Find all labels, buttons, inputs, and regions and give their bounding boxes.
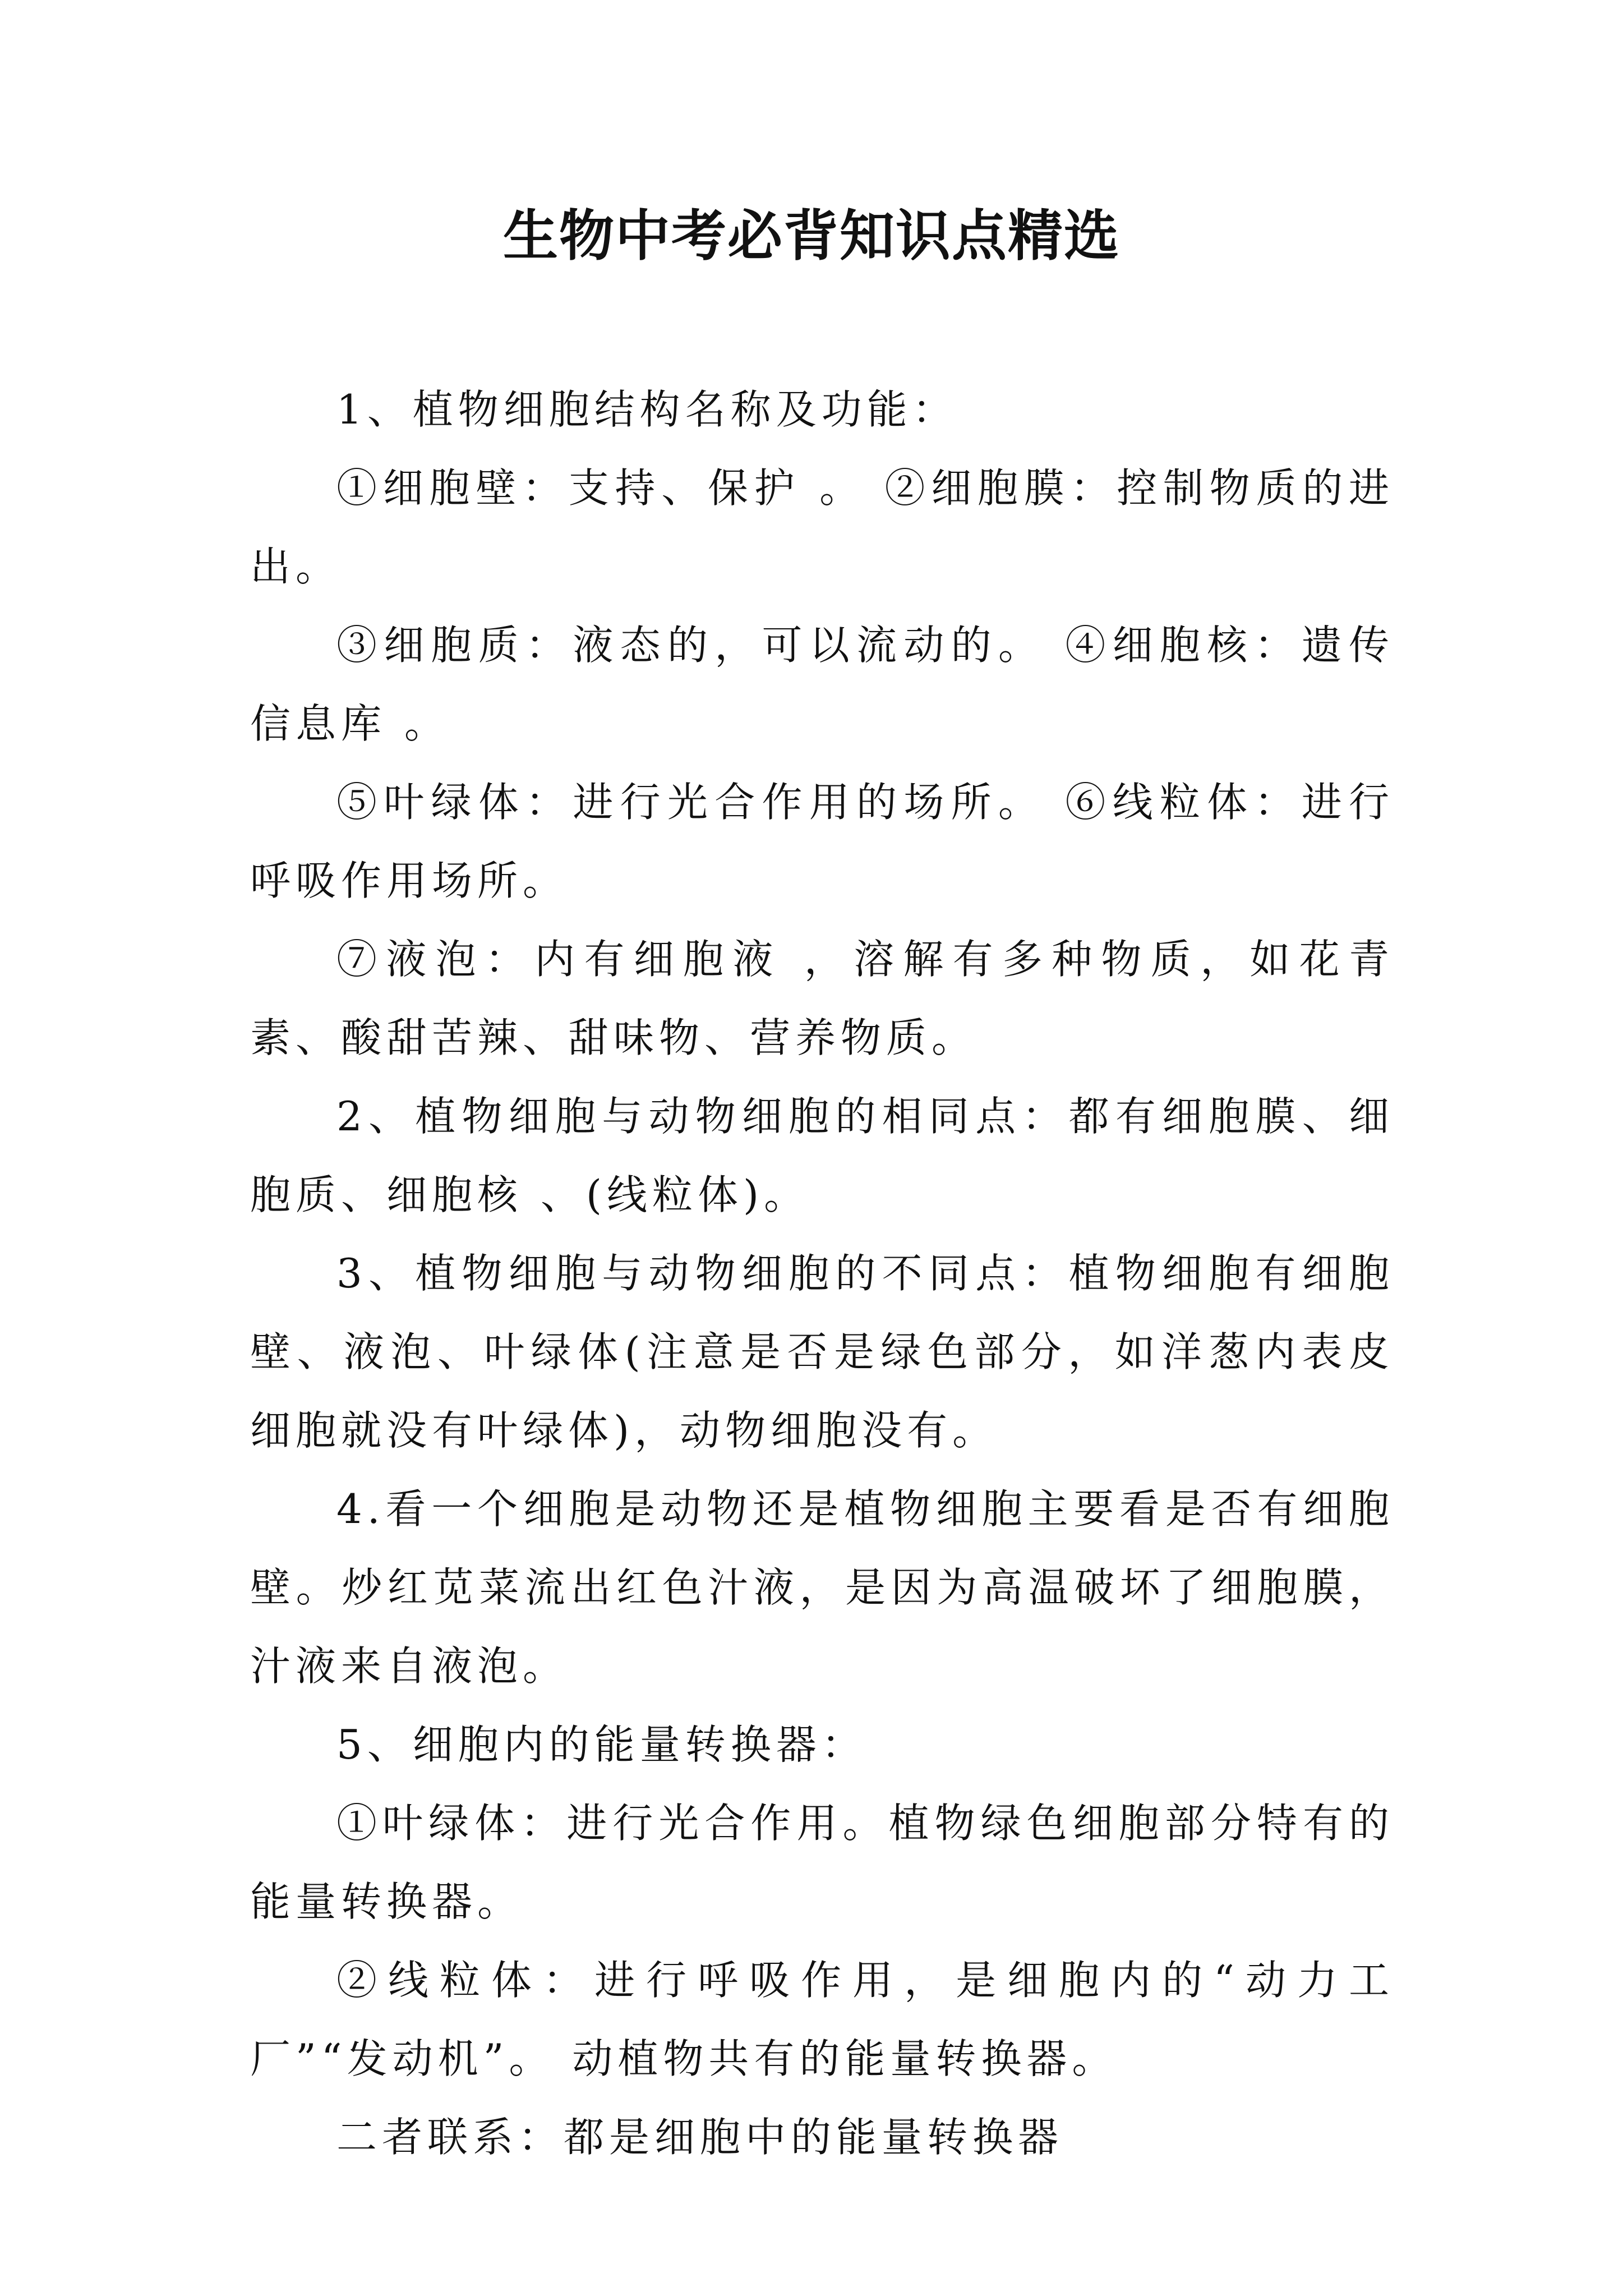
paragraph-mitochondria-energy: ②线粒体：进行呼吸作用，是细胞内的“动力工厂”“发动机”。 动植物共有的能量转换器。 <box>250 1957 1394 2082</box>
paragraph-chloroplast-mitochondria: ⑤叶绿体：进行光合作用的场所。 ⑥线粒体：进行呼吸作用场所。 <box>250 779 1394 904</box>
paragraph-vacuole: ⑦液泡：内有细胞液 ，溶解有多种物质，如花青素、酸甜苦辣、甜味物、营养物质。 <box>250 936 1394 1061</box>
paragraph-relationship: 二者联系：都是细胞中的能量转换器 <box>336 2114 1064 2161</box>
paragraph-differences: 3、植物细胞与动物细胞的不同点：植物细胞有细胞壁、液泡、叶绿体(注意是否是绿色部分，如洋葱内表皮细胞就没有叶绿体)，动物细胞没有。 <box>250 1250 1394 1454</box>
paragraph-cytoplasm-nucleus: ③细胞质：液态的，可以流动的。 ④细胞核：遗传信息库 。 <box>250 622 1394 747</box>
paragraph-identify-cell: 4.看一个细胞是动物还是植物细胞主要看是否有细胞壁。炒红苋菜流出红色汁液，是因为高温破坏了细胞膜，汁液来自液泡。 <box>250 1485 1394 1690</box>
paragraph-similarities: 2、植物细胞与动物细胞的相同点：都有细胞膜、细胞质、细胞核 、(线粒体)。 <box>250 1093 1394 1218</box>
paragraph-plant-cell-structure-heading: 1、植物细胞结构名称及功能： <box>336 386 958 433</box>
document-body <box>250 370 1394 2177</box>
document-title: 生物中考必背知识点精选 <box>502 204 1120 268</box>
paragraph-energy-converters-heading: 5、细胞内的能量转换器： <box>336 1721 867 1768</box>
paragraph-cell-wall-membrane: ①细胞壁：支持、保护 。 ②细胞膜：控制物质的进出。 <box>250 464 1394 590</box>
paragraph-chloroplast-energy: ①叶绿体：进行光合作用。植物绿色细胞部分特有的能量转换器。 <box>250 1800 1394 1925</box>
